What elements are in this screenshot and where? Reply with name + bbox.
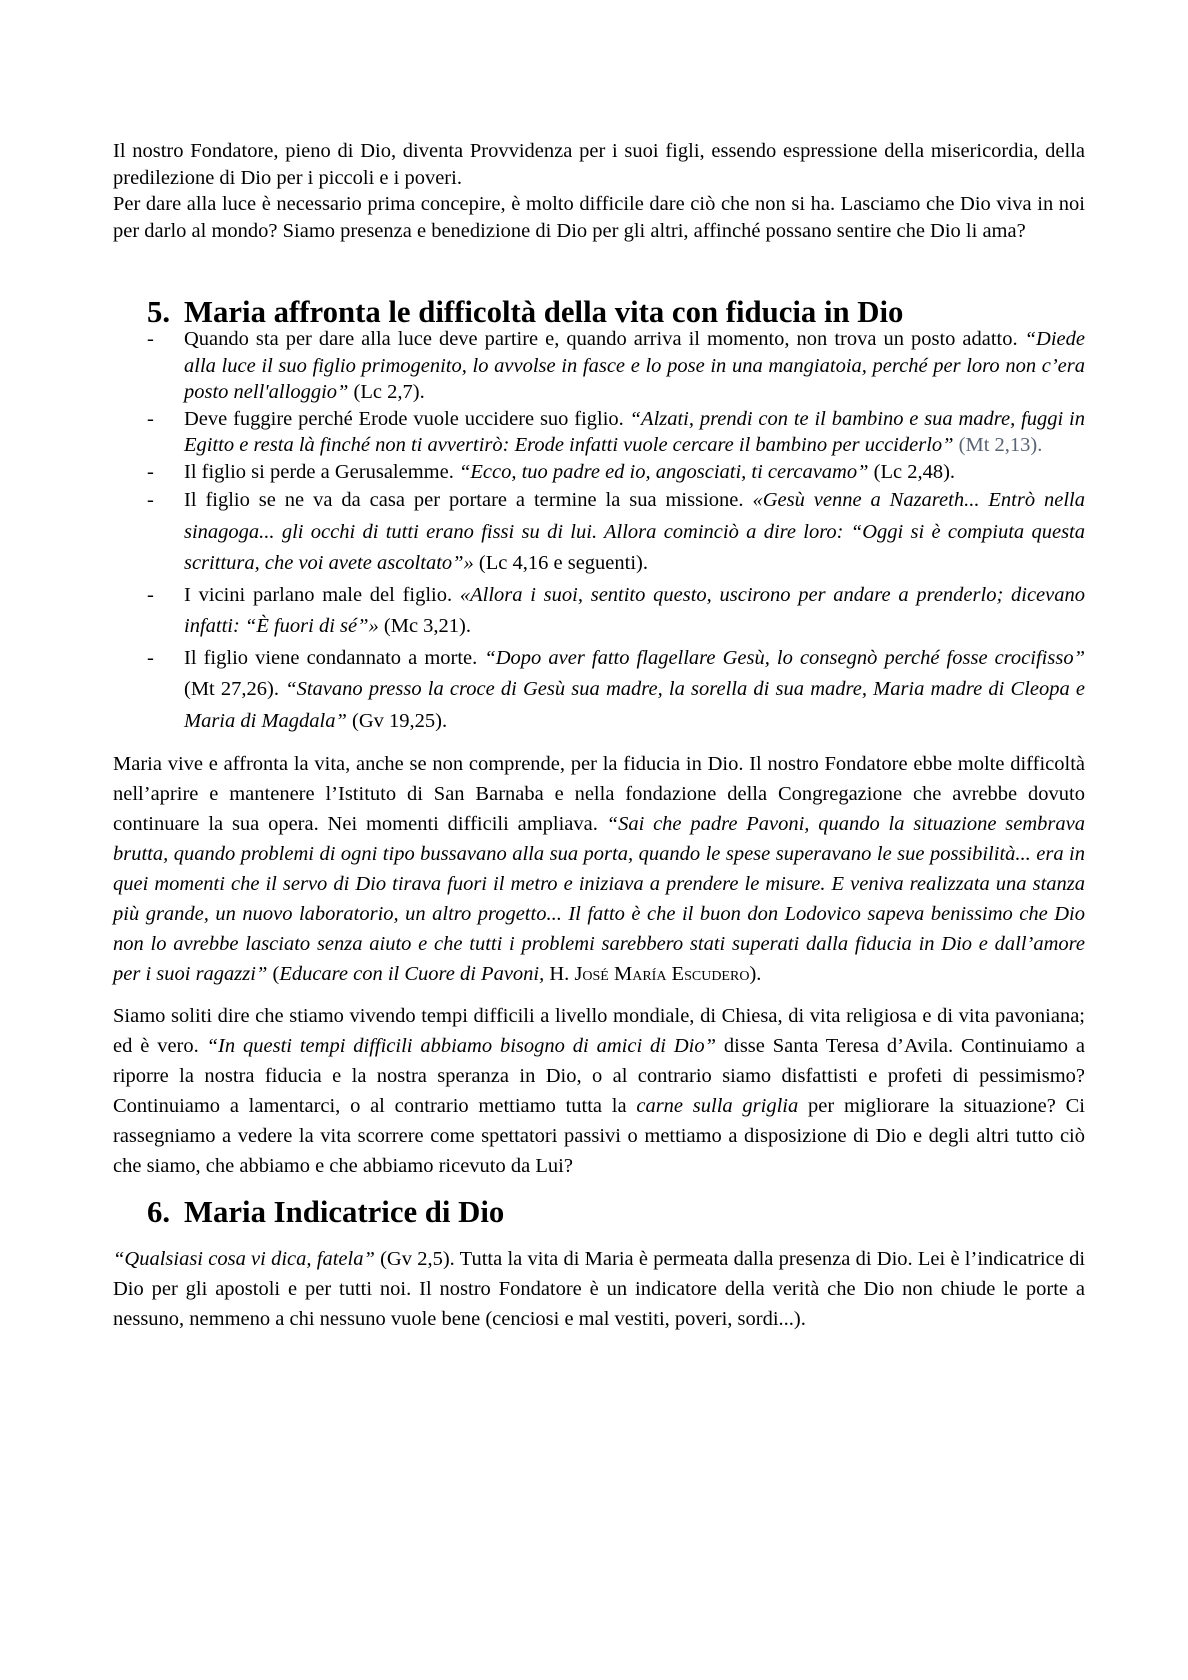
item-text: I vicini parlano male del figlio. <box>184 583 460 606</box>
author-name: José María Escudero <box>574 963 750 985</box>
scripture-quote: “Dopo aver fatto flagellare Gesù, lo consegnò perché fosse crocifisso” <box>484 646 1085 669</box>
dash-bullet-icon: - <box>147 583 154 606</box>
list-item <box>113 580 1085 643</box>
scripture-quote: “Qualsiasi cosa vi dica, fatela” <box>113 1248 375 1270</box>
intro-paragraph-1: Il nostro Fondatore, pieno di Dio, diventa Provvidenza per i suoi figli, essendo espressione della misericordia, della predilezione di Dio per i piccoli e i poveri. <box>113 140 1085 189</box>
section-6 <box>113 1195 1086 1334</box>
saint-quote: “In questi tempi difficili abbiamo bisogno di amici di Dio” <box>206 1035 716 1057</box>
item-text: Deve fuggire perché Erode vuole uccidere suo figlio. <box>184 407 630 430</box>
scripture-quote: “Diede alla luce il suo figlio primogenito, lo avvolse in fasce e lo pose in una mangiatoia, perché per loro non c’era posto nell'alloggio” <box>184 328 1085 403</box>
list-item <box>113 459 1085 486</box>
scripture-quote: “Ecco, tuo padre ed io, angosciati, ti cercavamo” <box>458 460 869 483</box>
dash-bullet-icon: - <box>147 407 154 430</box>
scripture-quote: “Alzati, prendi con te il bambino e sua madre, fuggi in Egitto e resta là finché non ti avvertirò: Erode infatti vuole cercare il bambino per ucciderlo” <box>184 407 1085 456</box>
section-title: Maria Indicatrice di Dio <box>184 1195 505 1229</box>
scripture-quote: «Allora i suoi, sentito questo, uscirono per andare a prenderlo; dicevano infatti: “È fuori di sé”» <box>184 583 1086 637</box>
citation-open: ( <box>267 963 280 985</box>
italic-phrase: carne sulla griglia <box>636 1095 799 1117</box>
scripture-citation: (Lc 2,7). <box>348 381 425 403</box>
scripture-citation: (Gv 2,5). <box>374 1248 455 1270</box>
book-quote: “Sai che padre Pavoni, quando la situazione sembrava brutta, quando problemi di ogni tipo bussavano alla sua porta, quando le spese superavano le sue possibilità... era in quei momenti che il servo di Dio tirava fuori il metro e iniziava a prendere le misure. E veniva realizzata una stanza più grande, un nuovo laboratorio, un altro progetto... Il fatto è che il buon don Lodovico sapeva benissimo che Dio non lo avrebbe lasciato senza aiuto e che tutti i problemi sarebbero stati superati dalla fiducia in Dio e dall’amore per i suoi ragazzi” <box>113 813 1085 985</box>
scripture-quote: «Gesù venne a Nazareth... Entrò nella sinagoga... gli occhi di tutti erano fissi su di lui. Allora cominciò a dire loro: “Oggi si è compiuta questa scrittura, che voi avete ascoltato”» <box>184 489 1085 574</box>
intro-paragraph-2: Per dare alla luce è necessario prima concepire, è molto difficile dare ciò che non si ha. Lasciamo che Dio viva in noi per darlo al mondo? Siamo presenza e benedizione di Dio per gli altri, affinché possano sentire che Dio li ama? <box>113 193 1085 242</box>
scripture-citation: (Lc 2,48). <box>868 460 956 483</box>
body-paragraph <box>113 1244 1085 1334</box>
dash-bullet-icon: - <box>147 328 154 350</box>
section-5 <box>113 295 1086 1181</box>
paragraph-text: disse Santa Teresa d’Avila. Continuiamo a riporre la nostra fiducia e la nostra speranza in Dio, o al contrario siamo disfattisti e profeti di pessimismo? Continuiamo a lamentarci, o al contrario mettiamo tutta la <box>113 1035 1086 1117</box>
paragraph-text: per migliorare la situazione? Ci rassegniamo a vedere la vita scorrere come spettatori passivi o mettiamo a disposizione di Dio e degli altri tutto ciò che siamo, che abbiamo e che abbiamo ricevuto da Lui? <box>113 1095 1086 1177</box>
section-6-heading <box>113 1195 1085 1229</box>
book-title: Educare con il Cuore di Pavoni, <box>279 963 545 985</box>
paragraph-text: Siamo soliti dire che stiamo vivendo tempi difficili a livello mondiale, di Chiesa, di vita religiosa e di vita pavoniana; ed è vero. <box>113 1005 1085 1057</box>
list-item <box>113 406 1085 459</box>
item-text: Quando sta per dare alla luce deve partire e, quando arriva il momento, non trova un posto adatto. <box>184 328 1025 350</box>
list-item <box>113 485 1085 580</box>
body-paragraph <box>113 1001 1085 1181</box>
difficulties-list <box>113 326 1085 737</box>
item-text: Il figlio si perde a Gerusalemme. <box>184 460 459 483</box>
list-item <box>113 326 1085 406</box>
section-number: 5. <box>147 295 171 329</box>
scripture-citation: (Gv 19,25). <box>346 709 448 732</box>
section-number: 6. <box>147 1195 171 1229</box>
scripture-citation: (Mt 2,13). <box>953 434 1043 456</box>
scripture-quote: “Stavano presso la croce di Gesù sua madre, la sorella di sua madre, Maria madre di Cleopa e Maria di Magdala” <box>184 678 1085 732</box>
intro-section <box>113 138 1085 244</box>
dash-bullet-icon: - <box>147 460 154 483</box>
scripture-citation: (Mc 3,21). <box>378 615 472 637</box>
item-text: Il figlio viene condannato a morte. <box>184 646 485 669</box>
document-page <box>113 138 1085 1334</box>
scripture-citation: (Mt 27,26). <box>184 678 286 700</box>
list-item <box>113 643 1085 738</box>
section-5-heading <box>113 295 1085 329</box>
author-prefix: H. <box>544 963 575 985</box>
body-paragraph <box>113 749 1085 989</box>
item-text: Il figlio se ne va da casa per portare a termine la sua missione. <box>184 489 753 511</box>
section-title: Maria affronta le difficoltà della vita con fiducia in Dio <box>184 295 904 329</box>
dash-bullet-icon: - <box>147 489 154 511</box>
scripture-citation: (Lc 4,16 e seguenti). <box>473 552 648 574</box>
paragraph-text: Tutta la vita di Maria è permeata dalla presenza di Dio. Lei è l’indicatrice di Dio per gli apostoli e per tutti noi. Il nostro Fondatore è un indicatore della verità che Dio non chiude le porte a nessuno, nemmeno a chi nessuno vuole bene (cenciosi e mal vestiti, poveri, sordi...). <box>113 1248 1086 1330</box>
paragraph-text: Maria vive e affronta la vita, anche se non comprende, per la fiducia in Dio. Il nostro Fondatore ebbe molte difficoltà nell’aprire e mantenere l’Istituto di San Barnaba e nella fondazione della Congregazione che avrebbe dovuto continuare la sua opera. Nei momenti difficili ampliava. <box>113 753 1085 835</box>
dash-bullet-icon: - <box>147 646 154 669</box>
citation-close: ). <box>749 963 762 985</box>
